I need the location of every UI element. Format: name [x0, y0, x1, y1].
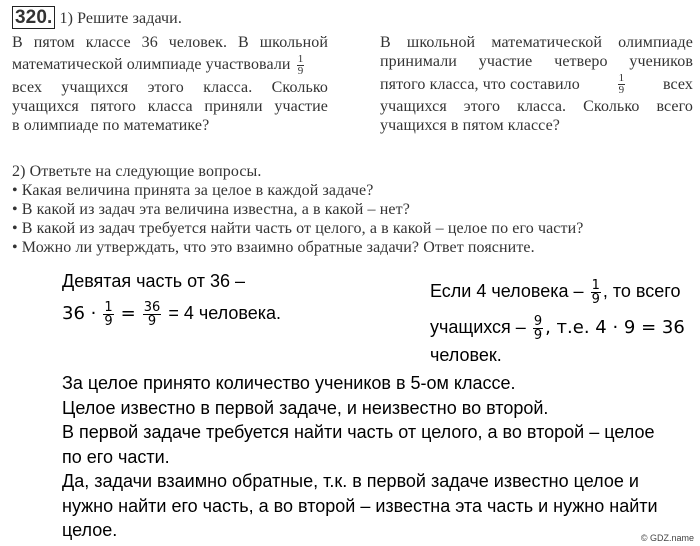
task-a-text: математической олимпиаде участвовали — [12, 56, 291, 73]
task-b-line: принимали участие четверо учеников — [380, 53, 693, 70]
task-b-line: учащихся в пятом классе? — [380, 117, 560, 134]
task-a-line: всех учащихся этого класса. Сколько — [12, 79, 328, 96]
fraction-numerator: 1 — [104, 299, 113, 315]
question-item: • Какая величина принята за целое в каждой задаче? — [12, 182, 374, 199]
part2-heading: 2) Ответьте на следующие вопросы. — [12, 163, 262, 180]
task-b-line: учащихся этого класса. Сколько всего — [380, 98, 693, 115]
answer-right-text: , то всего — [602, 281, 681, 301]
answer-left-formula — [62, 296, 281, 330]
answer-right-line1 — [430, 276, 680, 306]
fraction-denominator: 9 — [104, 313, 113, 329]
fraction-numerator: 36 — [143, 299, 161, 315]
task-b-text: пятого класса, что составило — [380, 75, 580, 93]
task-a-line: В пятом классе 36 человек. В школьной — [12, 34, 328, 51]
question-item: • В какой из задач требуется найти часть от целого, а в какой – целое по его части? — [12, 220, 584, 237]
fraction-36-ninths — [143, 301, 162, 328]
answer-right-line3: человек. — [430, 345, 502, 365]
answer-paragraph: В первой задаче требуется найти часть от целого, а во второй – целое — [62, 422, 655, 442]
answer-left-eq2: = 4 человека. — [168, 303, 282, 323]
fraction-one-ninth — [618, 73, 626, 96]
question-item: • В какой из задач эта величина известна, а в какой – нет? — [12, 201, 410, 218]
part1-heading: 1) Решите задачи. — [59, 10, 182, 27]
answer-right-line2 — [430, 310, 685, 344]
answer-right-text: , т.е. 4 · 9 = 36 — [545, 317, 685, 338]
task-a-line: учащихся пятого класса приняли участие — [12, 98, 328, 115]
fraction-numerator: 1 — [618, 71, 625, 84]
fraction-one-ninth — [297, 54, 305, 77]
task-a-line: в олимпиаде по математике? — [12, 117, 210, 134]
fraction-denominator: 9 — [147, 313, 157, 329]
answer-left-eq1: = — [120, 303, 136, 324]
fraction-denominator: 9 — [297, 64, 304, 77]
answer-paragraph: нужно найти его часть, а во второй – известна эта часть и нужно найти — [62, 495, 658, 516]
answer-left-36: 36 · — [62, 303, 97, 324]
task-b-text: всех — [662, 75, 693, 93]
watermark: © GDZ.name — [640, 533, 694, 543]
task-a-line — [12, 52, 328, 78]
task-a — [12, 33, 328, 135]
answer-right-text: Если 4 человека – — [430, 281, 584, 301]
task-b-line: В школьной математической олимпиаде — [380, 34, 693, 51]
fraction-nine-ninths — [533, 315, 543, 342]
fraction-denominator: 9 — [533, 327, 543, 343]
answer-paragraph: За целое принято количество учеников в 5-ом классе. — [62, 373, 516, 393]
answer-paragraphs — [62, 371, 692, 543]
answer-paragraph: целое. — [62, 520, 118, 540]
fraction-numerator: 9 — [533, 313, 543, 329]
fraction-denominator: 9 — [591, 291, 600, 307]
task-b — [380, 33, 693, 135]
answer-right-text: учащихся – — [430, 317, 526, 337]
question-item: • Можно ли утверждать, что это взаимно обратные задачи? Ответ поясните. — [12, 239, 535, 256]
problem-number: 320. — [12, 6, 55, 29]
fraction-one-ninth — [591, 279, 601, 306]
problem-header — [12, 6, 182, 29]
answer-left-line1: Девятая часть от 36 – — [62, 271, 246, 291]
answer-paragraph: Да, задачи взаимно обратные, т.к. в первой задаче известно целое и — [62, 471, 639, 491]
fraction-numerator: 1 — [297, 52, 304, 65]
fraction-one-ninth — [103, 301, 113, 328]
questions-block — [12, 162, 692, 257]
answer-paragraph: по его части. — [62, 446, 170, 467]
task-b-line — [380, 71, 693, 97]
fraction-denominator: 9 — [618, 83, 625, 96]
fraction-numerator: 1 — [591, 277, 600, 293]
answer-paragraph: Целое известно в первой задаче, и неизвестно во второй. — [62, 397, 549, 418]
